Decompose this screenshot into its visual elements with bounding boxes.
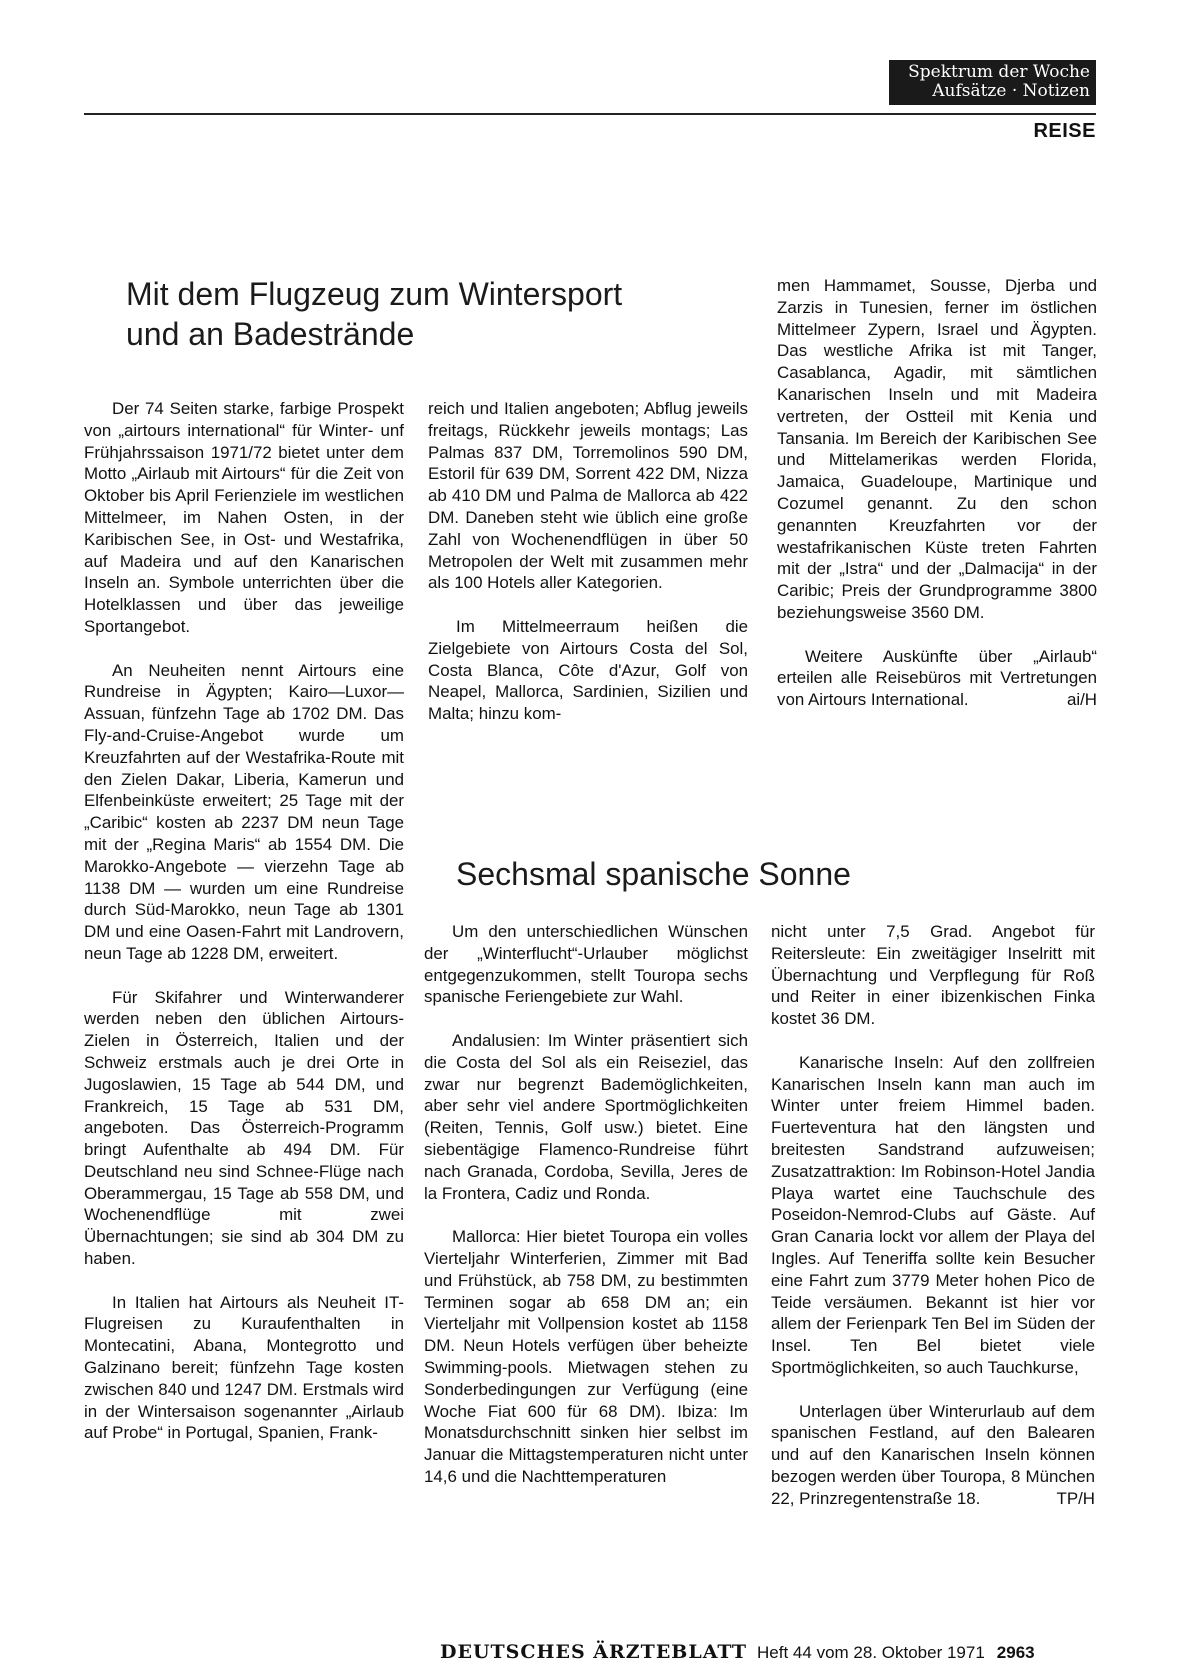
article-1-paragraph-continued: reich und Italien angeboten; Abflug jeweils freitags, Rückkehr jeweils montags; Las Palmas 837 DM, Torremolinos 590 DM, Estoril für 639 DM, Sorrent 422 DM, Nizza ab 410 DM und Palma de Mallorca ab 422 DM. Daneben steht wie üblich eine große Zahl von Wochenendflügen in über 50 Metropolen der Welt mit zusammen mehr als 100 Hotels aller Kategorien. (428, 399, 748, 593)
article-1-paragraph: In Italien hat Airtours als Neuheit IT-Flugreisen zu Kuraufenthalten in Montecatini, Abana, Montegrotto und Galzinano bereit; fünfzehn Tage kosten zwischen 840 und 1247 DM. Erstmals wird in der Wintersaison sogenannter „Airlaub auf Probe“ in Portugal, Spanien, Frank- (84, 1292, 404, 1443)
journal-name: DEUTSCHES ÄRZTEBLATT (440, 1641, 748, 1663)
headline-line-1: Mit dem Flugzeug zum Wintersport (126, 276, 623, 312)
page-footer (440, 1641, 1096, 1664)
article-1-column-2 (428, 398, 748, 725)
badge-line-2: Aufsätze · Notizen (932, 81, 1090, 101)
article-2-paragraph-continued: nicht unter 7,5 Grad. Angebot für Reitersleute: Ein zweitägiger Inselritt mit Übernachtung und Verpflegung für Roß und Reiter in einer ibizenkischen Finka kostet 36 DM. (771, 922, 1095, 1029)
article-1-paragraph: Für Skifahrer und Winterwanderer werden neben den üblichen Airtours-Zielen in Österreich, Italien und der Schweiz erstmals auch je drei Orte in Jugoslawien, 15 Tage ab 544 DM, und Frankreich, 15 Tage ab 531 DM, angeboten. Das Österreich-Programm bringt Aufenthalte ab 494 DM. Für Deutschland neu sind Schnee-Flüge nach Oberammergau, 15 Tage ab 558 DM, und Wochenendflüge mit zwei Übernachtungen; sie sind ab 304 DM zu haben. (84, 987, 404, 1269)
header-rule (84, 113, 1096, 115)
category-label: REISE (1033, 120, 1096, 142)
badge-line-1: Spektrum der Woche (908, 62, 1090, 82)
article-1-paragraph: Der 74 Seiten starke, farbige Prospekt von „airtours international“ für Winter- unf Frühjahrssaison 1971/72 bietet unter dem Motto „Airlaub mit Airtours“ für die Zeit von Oktober bis April Ferienziele im westlichen Mittelmeer, im Nahen Osten, in der Karibischen See, in Ost- und Westafrika, auf Madeira und auf den Kanarischen Inseln an. Symbole unterrichten über die Hotelklassen und über das jeweilige Sportangebot. (84, 399, 404, 636)
article-2-column-2 (771, 921, 1095, 1510)
issue-info: Heft 44 vom 28. Oktober 1971 (757, 1643, 985, 1662)
article-2-paragraph: Mallorca: Hier bietet Touropa ein volles Vierteljahr Winterferien, Zimmer mit Bad und Frühstück, ab 758 DM, zu bestimmten Terminen sogar ab 658 DM an; ein Vierteljahr mit Vollpension kostet ab 1158 DM. Neun Hotels verfügen über beheizte Swimming-pools. Mietwagen stehen zu Sonderbedingungen zur Verfügung (eine Woche Fiat 600 für 68 DM). Ibiza: Im Monatsdurchschnitt sinken hier selbst im Januar die Mittagstemperaturen nicht unter 14,6 und die Nachttemperaturen (424, 1227, 748, 1486)
article-2-paragraph (771, 1401, 1095, 1510)
article-1-paragraph-continued: men Hammamet, Sousse, Djerba und Zarzis in Tunesien, ferner im östlichen Mittelmeer Zypern, Israel und Ägypten. Das westliche Afrika ist mit Tanger, Casablanca, Agadir, mit sämtlichen Kanarischen Inseln und mit Madeira vertreten, der Ostteil mit Kenia und Tansania. Im Bereich der Karibischen See und Mittelamerikas werden Florida, Jamaica, Guadeloupe, Martinique und Cozumel genannt. Zu den schon genannten Kreuzfahrten vor der westafrikanischen Küste treten Fahrten mit der „Istra“ und der „Dalmacija“ in der Caribic; Preis der Grundprogramme 3800 beziehungsweise 3560 DM. (777, 276, 1097, 622)
article-2-closing-text: Unterlagen über Winterurlaub auf dem spanischen Festland, auf den Balearen und auf den Kanarischen Inseln können bezogen werden über Touropa, 8 München 22, Prinzregentenstraße 18. (771, 1401, 1095, 1508)
page-number: 2963 (996, 1643, 1035, 1662)
article-2-paragraph: Andalusien: Im Winter präsentiert sich die Costa del Sol als ein Reiseziel, das zwar nur begrenzt Bademöglichkeiten, aber sehr viel andere Sportmöglichkeiten (Reiten, Tennis, Golf usw.) bietet. Eine siebentägige Flamenco-Rundreise führt nach Granada, Cordoba, Sevilla, Jeres de la Frontera, Cadiz und Ronda. (424, 1030, 748, 1203)
article-2-paragraph: Um den unterschiedlichen Wünschen der „Winterflucht“-Urlauber möglichst entgegenzukommen, stellt Touropa sechs spanische Feriengebiete zur Wahl. (424, 922, 748, 1007)
article-2-paragraph: Kanarische Inseln: Auf den zollfreien Kanarischen Inseln kann man auch im Winter unter freiem Himmel baden. Fuerteventura hat den längsten und breitesten Sandstrand aufzuweisen; Zusatzattraktion: Im Robinson-Hotel Jandia Playa wartet eine Tauchschule des Poseidon-Nemrod-Clubs auf Gäste. Auf Gran Canaria lockt vor allem der Playa del Ingles. Auf Teneriffa sollte kein Besucher eine Fahrt zum 3779 Meter hohen Pico de Teide versäumen. Bekannt ist hier vor allem der Ferienpark Ten Bel im Süden der Insel. Ten Bel bietet viele Sportmöglichkeiten, so auch Tauchkurse, (771, 1052, 1095, 1377)
section-badge (889, 60, 1096, 105)
article-1-headline (126, 274, 726, 354)
article-1-column-1 (84, 398, 404, 1444)
article-1-closing-text: Weitere Auskünfte über „Airlaub“ erteilen alle Reisebüros mit Vertretungen von Airtours International. (777, 646, 1097, 710)
article-1-paragraph (777, 646, 1097, 711)
article-1-paragraph: Im Mittelmeerraum heißen die Zielgebiete von Airtours Costa del Sol, Costa Blanca, Côte d'Azur, Golf von Neapel, Mallorca, Sardinien, Sizilien und Malta; hinzu kom- (428, 616, 748, 724)
article-2-signature: TP/H (1056, 1488, 1095, 1508)
article-2-headline: Sechsmal spanische Sonne (456, 856, 851, 892)
article-1-signature: ai/H (1066, 690, 1097, 710)
article-2-column-1 (424, 921, 748, 1488)
article-1-paragraph: An Neuheiten nennt Airtours eine Rundreise in Ägypten; Kairo—Luxor—Assuan, fünfzehn Tage ab 1702 DM. Das Fly-and-Cruise-Angebot wurde um Kreuzfahrten auf der Westafrika-Route mit den Zielen Dakar, Liberia, Kamerun und Elfenbeinküste erweitert; 25 Tage mit der „Caribic“ kosten ab 2237 DM neun Tage mit der „Regina Maris“ ab 1554 DM. Die Marokko-Angebote — vierzehn Tage ab 1138 DM — wurden um eine Rundreise durch Süd-Marokko, neun Tage ab 1301 DM und eine Oasen-Fahrt mit Landrovern, neun Tage ab 1228 DM, erweitert. (84, 660, 404, 963)
article-1-column-3 (777, 275, 1097, 711)
headline-line-2: und an Badestrände (126, 316, 415, 352)
